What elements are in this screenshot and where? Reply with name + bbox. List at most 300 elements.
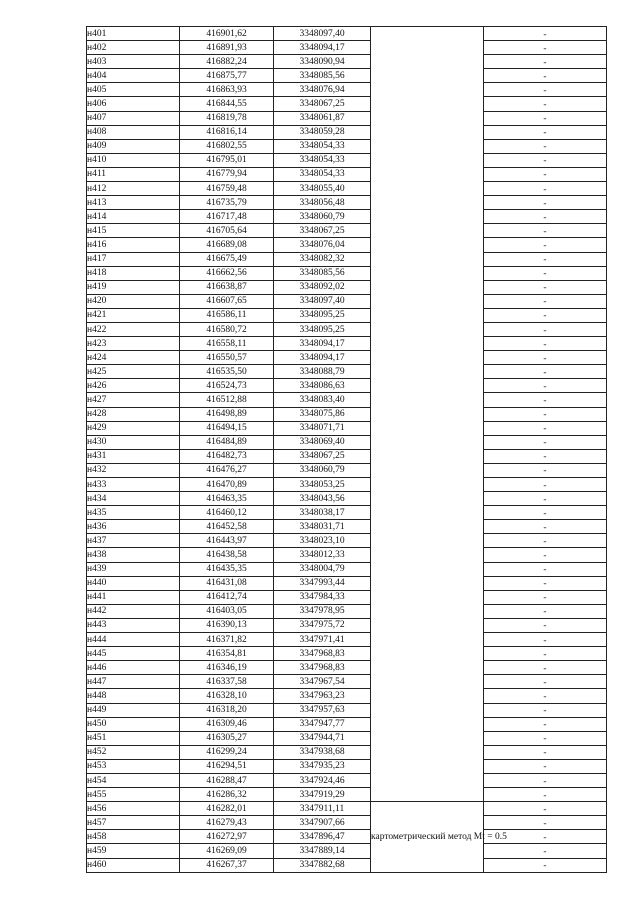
y-coordinate-cell: 3348090,94: [274, 55, 371, 69]
note-cell: [484, 83, 607, 97]
x-coordinate-cell: 416901,62: [180, 27, 274, 41]
note-cell: [484, 520, 607, 534]
y-coordinate-cell: 3348054,33: [274, 139, 371, 153]
note-dash: -: [543, 381, 547, 392]
x-coordinate-cell: 416272,97: [180, 830, 274, 844]
note-dash: -: [543, 128, 547, 139]
note-dash: -: [543, 748, 547, 759]
point-id-cell: н458: [87, 830, 180, 844]
point-id-cell: н446: [87, 661, 180, 675]
x-coordinate-cell: 416470,89: [180, 478, 274, 492]
x-coordinate-cell: 416558,11: [180, 337, 274, 351]
point-id-cell: н408: [87, 125, 180, 139]
table-row: [87, 647, 607, 661]
x-coordinate-cell: 416354,81: [180, 647, 274, 661]
table-row: [87, 590, 607, 604]
y-coordinate-cell: 3347944,71: [274, 731, 371, 745]
note-dash: -: [543, 438, 547, 449]
table-row: [87, 337, 607, 351]
note-dash: -: [543, 156, 547, 167]
table-row: [87, 167, 607, 181]
y-coordinate-cell: 3348061,87: [274, 111, 371, 125]
y-coordinate-cell: 3348085,56: [274, 69, 371, 83]
note-dash: -: [543, 691, 547, 702]
note-dash: -: [543, 832, 547, 843]
note-dash: -: [543, 790, 547, 801]
note-cell: [484, 618, 607, 632]
note-dash: -: [543, 100, 547, 111]
y-coordinate-cell: 3347971,41: [274, 633, 371, 647]
note-cell: [484, 661, 607, 675]
y-coordinate-cell: 3347957,63: [274, 703, 371, 717]
point-id-cell: н416: [87, 238, 180, 252]
point-id-cell: н439: [87, 562, 180, 576]
note-cell: [484, 41, 607, 55]
point-id-cell: н421: [87, 308, 180, 322]
note-dash: -: [543, 480, 547, 491]
x-coordinate-cell: 416802,55: [180, 139, 274, 153]
note-cell: [484, 604, 607, 618]
table-row: [87, 759, 607, 773]
table-row: [87, 252, 607, 266]
note-dash: -: [543, 57, 547, 68]
y-coordinate-cell: 3348094,17: [274, 337, 371, 351]
table-row: [87, 858, 607, 872]
point-id-cell: н425: [87, 365, 180, 379]
method-cell-group-2: картометрический метод Mt = 0.5: [371, 802, 484, 872]
note-dash: -: [543, 424, 547, 435]
y-coordinate-cell: 3347924,46: [274, 773, 371, 787]
x-coordinate-cell: 416586,11: [180, 308, 274, 322]
point-id-cell: н452: [87, 745, 180, 759]
y-coordinate-cell: 3347919,29: [274, 788, 371, 802]
table-row: [87, 689, 607, 703]
note-cell: [484, 717, 607, 731]
table-row: [87, 322, 607, 336]
x-coordinate-cell: 416286,32: [180, 788, 274, 802]
table-row: [87, 224, 607, 238]
point-id-cell: н441: [87, 590, 180, 604]
note-dash: -: [543, 818, 547, 829]
table-row: [87, 139, 607, 153]
table-row: [87, 351, 607, 365]
point-id-cell: н414: [87, 210, 180, 224]
y-coordinate-cell: 3347938,68: [274, 745, 371, 759]
x-coordinate-cell: 416484,89: [180, 435, 274, 449]
note-cell: [484, 633, 607, 647]
table-row: [87, 196, 607, 210]
note-cell: [484, 421, 607, 435]
table-row: [87, 69, 607, 83]
note-cell: [484, 97, 607, 111]
y-coordinate-cell: 3348067,25: [274, 97, 371, 111]
note-dash: -: [543, 607, 547, 618]
point-id-cell: н436: [87, 520, 180, 534]
note-dash: -: [543, 551, 547, 562]
note-cell: [484, 252, 607, 266]
note-cell: [484, 816, 607, 830]
note-cell: [484, 266, 607, 280]
x-coordinate-cell: 416705,64: [180, 224, 274, 238]
note-cell: [484, 280, 607, 294]
x-coordinate-cell: 416494,15: [180, 421, 274, 435]
point-id-cell: н403: [87, 55, 180, 69]
y-coordinate-cell: 3348071,71: [274, 421, 371, 435]
y-coordinate-cell: 3348067,25: [274, 449, 371, 463]
note-dash: -: [543, 649, 547, 660]
note-cell: [484, 139, 607, 153]
table-row: [87, 816, 607, 830]
note-cell: [484, 689, 607, 703]
note-cell: [484, 308, 607, 322]
note-dash: -: [543, 395, 547, 406]
note-dash: -: [543, 269, 547, 280]
point-id-cell: н449: [87, 703, 180, 717]
y-coordinate-cell: 3348076,04: [274, 238, 371, 252]
point-id-cell: н447: [87, 675, 180, 689]
note-dash: -: [543, 804, 547, 815]
x-coordinate-cell: 416779,94: [180, 167, 274, 181]
y-coordinate-cell: 3348023,10: [274, 534, 371, 548]
note-cell: [484, 153, 607, 167]
table-row: [87, 55, 607, 69]
x-coordinate-cell: 416403,05: [180, 604, 274, 618]
point-id-cell: н437: [87, 534, 180, 548]
note-cell: [484, 478, 607, 492]
x-coordinate-cell: 416550,57: [180, 351, 274, 365]
note-cell: [484, 647, 607, 661]
note-dash: -: [543, 846, 547, 857]
table-row: [87, 41, 607, 55]
table-row: [87, 266, 607, 280]
note-dash: -: [543, 720, 547, 731]
y-coordinate-cell: 3348053,25: [274, 478, 371, 492]
y-coordinate-cell: 3348056,48: [274, 196, 371, 210]
table-row: [87, 717, 607, 731]
table-row: [87, 520, 607, 534]
note-cell: [484, 435, 607, 449]
note-dash: -: [543, 255, 547, 266]
point-id-cell: н406: [87, 97, 180, 111]
point-id-cell: н419: [87, 280, 180, 294]
x-coordinate-cell: 416875,77: [180, 69, 274, 83]
x-coordinate-cell: 416482,73: [180, 449, 274, 463]
point-id-cell: н423: [87, 337, 180, 351]
table-row: [87, 27, 607, 41]
table-row: [87, 393, 607, 407]
x-coordinate-cell: 416452,58: [180, 520, 274, 534]
note-dash: -: [543, 353, 547, 364]
note-dash: -: [543, 762, 547, 773]
table-row: [87, 478, 607, 492]
y-coordinate-cell: 3347882,68: [274, 858, 371, 872]
note-dash: -: [543, 536, 547, 547]
table-row: [87, 802, 607, 816]
point-id-cell: н411: [87, 167, 180, 181]
table-row: [87, 562, 607, 576]
table-row: [87, 703, 607, 717]
x-coordinate-cell: 416305,27: [180, 731, 274, 745]
table-row: [87, 576, 607, 590]
point-id-cell: н407: [87, 111, 180, 125]
x-coordinate-cell: 416318,20: [180, 703, 274, 717]
note-dash: -: [543, 776, 547, 787]
table-row: [87, 182, 607, 196]
table-row: [87, 534, 607, 548]
point-id-cell: н438: [87, 548, 180, 562]
note-cell: [484, 562, 607, 576]
note-dash: -: [543, 283, 547, 294]
note-dash: -: [543, 466, 547, 477]
note-cell: [484, 759, 607, 773]
y-coordinate-cell: 3347907,66: [274, 816, 371, 830]
table-row: [87, 745, 607, 759]
y-coordinate-cell: 3348088,79: [274, 365, 371, 379]
x-coordinate-cell: 416443,97: [180, 534, 274, 548]
point-id-cell: н434: [87, 492, 180, 506]
y-coordinate-cell: 3348004,79: [274, 562, 371, 576]
x-coordinate-cell: 416346,19: [180, 661, 274, 675]
x-coordinate-cell: 416580,72: [180, 322, 274, 336]
point-id-cell: н415: [87, 224, 180, 238]
point-id-cell: н409: [87, 139, 180, 153]
y-coordinate-cell: 3348060,79: [274, 463, 371, 477]
table-row: [87, 210, 607, 224]
point-id-cell: н454: [87, 773, 180, 787]
point-id-cell: н440: [87, 576, 180, 590]
note-cell: [484, 294, 607, 308]
y-coordinate-cell: 3348054,33: [274, 167, 371, 181]
x-coordinate-cell: 416294,51: [180, 759, 274, 773]
note-dash: -: [543, 71, 547, 82]
note-cell: [484, 492, 607, 506]
x-coordinate-cell: 416863,93: [180, 83, 274, 97]
point-id-cell: н404: [87, 69, 180, 83]
point-id-cell: н429: [87, 421, 180, 435]
table-row: [87, 773, 607, 787]
y-coordinate-cell: 3347968,83: [274, 647, 371, 661]
note-dash: -: [543, 635, 547, 646]
point-id-cell: н402: [87, 41, 180, 55]
point-id-cell: н460: [87, 858, 180, 872]
method-cell-group-1: [371, 27, 484, 802]
note-cell: [484, 69, 607, 83]
note-dash: -: [543, 410, 547, 421]
y-coordinate-cell: 3348069,40: [274, 435, 371, 449]
y-coordinate-cell: 3348054,33: [274, 153, 371, 167]
x-coordinate-cell: 416689,08: [180, 238, 274, 252]
note-dash: -: [543, 198, 547, 209]
y-coordinate-cell: 3348082,32: [274, 252, 371, 266]
y-coordinate-cell: 3348092,02: [274, 280, 371, 294]
y-coordinate-cell: 3348031,71: [274, 520, 371, 534]
note-dash: -: [543, 593, 547, 604]
point-id-cell: н428: [87, 407, 180, 421]
note-dash: -: [543, 522, 547, 533]
x-coordinate-cell: 416759,48: [180, 182, 274, 196]
x-coordinate-cell: 416844,55: [180, 97, 274, 111]
y-coordinate-cell: 3348086,63: [274, 379, 371, 393]
y-coordinate-cell: 3348075,86: [274, 407, 371, 421]
x-coordinate-cell: 416463,35: [180, 492, 274, 506]
note-dash: -: [543, 170, 547, 181]
y-coordinate-cell: 3347911,11: [274, 802, 371, 816]
point-id-cell: н442: [87, 604, 180, 618]
point-id-cell: н459: [87, 844, 180, 858]
note-cell: [484, 393, 607, 407]
x-coordinate-cell: 416309,46: [180, 717, 274, 731]
x-coordinate-cell: 416299,24: [180, 745, 274, 759]
point-id-cell: н413: [87, 196, 180, 210]
point-id-cell: н417: [87, 252, 180, 266]
note-cell: [484, 745, 607, 759]
point-id-cell: н451: [87, 731, 180, 745]
x-coordinate-cell: 416371,82: [180, 633, 274, 647]
y-coordinate-cell: 3348083,40: [274, 393, 371, 407]
y-coordinate-cell: 3348055,40: [274, 182, 371, 196]
y-coordinate-cell: 3348060,79: [274, 210, 371, 224]
x-coordinate-cell: 416535,50: [180, 365, 274, 379]
y-coordinate-cell: 3347984,33: [274, 590, 371, 604]
note-dash: -: [543, 861, 547, 872]
note-dash: -: [543, 240, 547, 251]
point-id-cell: н430: [87, 435, 180, 449]
table-row: [87, 365, 607, 379]
point-id-cell: н420: [87, 294, 180, 308]
y-coordinate-cell: 3348094,17: [274, 351, 371, 365]
note-cell: [484, 351, 607, 365]
table-row: [87, 125, 607, 139]
y-coordinate-cell: 3347896,47: [274, 830, 371, 844]
note-cell: [484, 167, 607, 181]
point-id-cell: н422: [87, 322, 180, 336]
point-id-cell: н424: [87, 351, 180, 365]
x-coordinate-cell: 416476,27: [180, 463, 274, 477]
x-coordinate-cell: 416390,13: [180, 618, 274, 632]
note-dash: -: [543, 226, 547, 237]
y-coordinate-cell: 3348038,17: [274, 506, 371, 520]
x-coordinate-cell: 416816,14: [180, 125, 274, 139]
y-coordinate-cell: 3348059,28: [274, 125, 371, 139]
table-row: [87, 407, 607, 421]
x-coordinate-cell: 416512,88: [180, 393, 274, 407]
table-row: [87, 421, 607, 435]
note-cell: [484, 463, 607, 477]
y-coordinate-cell: 3348012,33: [274, 548, 371, 562]
note-cell: [484, 844, 607, 858]
point-id-cell: н410: [87, 153, 180, 167]
y-coordinate-cell: 3348095,25: [274, 308, 371, 322]
point-id-cell: н405: [87, 83, 180, 97]
point-id-cell: н435: [87, 506, 180, 520]
note-cell: [484, 675, 607, 689]
x-coordinate-cell: 416795,01: [180, 153, 274, 167]
table-row: [87, 294, 607, 308]
coordinates-table-body: [87, 27, 607, 873]
note-dash: -: [543, 663, 547, 674]
note-cell: [484, 210, 607, 224]
point-id-cell: н418: [87, 266, 180, 280]
note-cell: [484, 534, 607, 548]
note-dash: -: [543, 325, 547, 336]
note-dash: -: [543, 706, 547, 717]
table-row: [87, 731, 607, 745]
y-coordinate-cell: 3347947,77: [274, 717, 371, 731]
y-coordinate-cell: 3348067,25: [274, 224, 371, 238]
note-cell: [484, 548, 607, 562]
note-cell: [484, 111, 607, 125]
x-coordinate-cell: 416498,89: [180, 407, 274, 421]
note-cell: [484, 449, 607, 463]
coordinates-table: [86, 26, 607, 873]
note-dash: -: [543, 297, 547, 308]
note-dash: -: [543, 114, 547, 125]
note-dash: -: [543, 452, 547, 463]
note-dash: -: [543, 508, 547, 519]
note-cell: [484, 506, 607, 520]
x-coordinate-cell: 416735,79: [180, 196, 274, 210]
table-row: [87, 633, 607, 647]
table-row: [87, 238, 607, 252]
table-row: [87, 618, 607, 632]
table-row: [87, 153, 607, 167]
note-cell: [484, 773, 607, 787]
point-id-cell: н444: [87, 633, 180, 647]
x-coordinate-cell: 416412,74: [180, 590, 274, 604]
x-coordinate-cell: 416435,35: [180, 562, 274, 576]
note-cell: [484, 703, 607, 717]
y-coordinate-cell: 3347993,44: [274, 576, 371, 590]
note-cell: [484, 365, 607, 379]
x-coordinate-cell: 416882,24: [180, 55, 274, 69]
y-coordinate-cell: 3348094,17: [274, 41, 371, 55]
note-cell: [484, 590, 607, 604]
y-coordinate-cell: 3347935,23: [274, 759, 371, 773]
point-id-cell: н445: [87, 647, 180, 661]
table-row: [87, 449, 607, 463]
x-coordinate-cell: 416267,37: [180, 858, 274, 872]
table-row: [87, 379, 607, 393]
point-id-cell: н401: [87, 27, 180, 41]
table-row: [87, 604, 607, 618]
y-coordinate-cell: 3348043,56: [274, 492, 371, 506]
point-id-cell: н453: [87, 759, 180, 773]
note-dash: -: [543, 85, 547, 96]
x-coordinate-cell: 416891,93: [180, 41, 274, 55]
x-coordinate-cell: 416431,08: [180, 576, 274, 590]
x-coordinate-cell: 416438,58: [180, 548, 274, 562]
note-cell: [484, 858, 607, 872]
point-id-cell: н427: [87, 393, 180, 407]
note-cell: [484, 731, 607, 745]
note-dash: -: [543, 43, 547, 54]
table-row: [87, 548, 607, 562]
table-row: [87, 675, 607, 689]
note-cell: [484, 322, 607, 336]
note-cell: [484, 182, 607, 196]
note-cell: [484, 379, 607, 393]
table-row: [87, 492, 607, 506]
x-coordinate-cell: 416460,12: [180, 506, 274, 520]
x-coordinate-cell: 416288,47: [180, 773, 274, 787]
note-cell: [484, 196, 607, 210]
table-row: [87, 661, 607, 675]
x-coordinate-cell: 416328,10: [180, 689, 274, 703]
x-coordinate-cell: 416279,43: [180, 816, 274, 830]
x-coordinate-cell: 416638,87: [180, 280, 274, 294]
note-cell: [484, 224, 607, 238]
note-cell: [484, 788, 607, 802]
